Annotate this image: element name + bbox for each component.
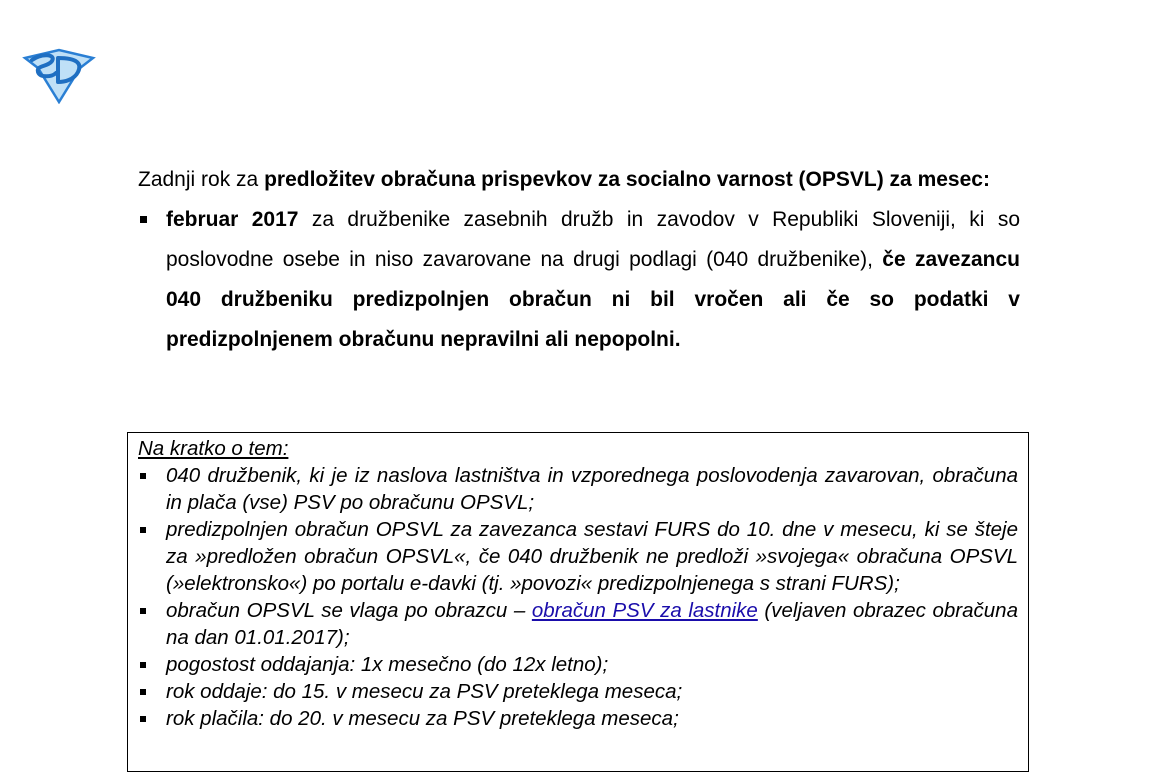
bullet-square-icon <box>140 689 146 695</box>
list-item: februar 2017 za družbenike zasebnih družb in zavodov v Republiki Sloveniji, ki so poslovodne osebe in niso zavarovane na drugi podlagi (040 družbenike), če zavezancu 040 družbeniku predizpolnjen obračun ni bil vročen ali če so podatki v predizpolnjenem obračunu nepravilni ali nepopolni. <box>138 200 1020 360</box>
bullet-square-icon <box>140 608 146 614</box>
intro-section <box>138 160 1020 360</box>
list-item: rok oddaje: do 15. v mesecu za PSV preteklega meseca; <box>138 678 1018 705</box>
list-item: predizpolnjen obračun OPSVL za zavezanca sestavi FURS do 10. dne v mesecu, ki se šteje za »predložen obračun OPSVL«, če 040 družbenik ne predloži »svojega« obračuna OPSVL (»elektronsko«) po portalu e-davki (tj. »povozi« predizpolnjenega s strani FURS); <box>138 516 1018 597</box>
bullet-square-icon <box>140 662 146 668</box>
intro-paragraph: Zadnji rok za predložitev obračuna prispevkov za socialno varnost (OPSVL) za mesec: <box>138 168 990 191</box>
summary-box <box>127 432 1029 772</box>
bullet-square-icon <box>140 216 147 223</box>
list-item: 040 družbenik, ki je iz naslova lastništva in vzporednega poslovodenja zavarovan, obračuna in plača (vse) PSV po obračunu OPSVL; <box>138 462 1018 516</box>
box-title: Na kratko o tem: <box>138 437 289 460</box>
sd-logo-icon <box>22 48 96 104</box>
list-item: obračun OPSVL se vlaga po obrazcu – obračun PSV za lastnike (veljaven obrazec obračuna na dan 01.01.2017); <box>138 597 1018 651</box>
list-item: pogostost oddajanja: 1x mesečno (do 12x letno); <box>138 651 1018 678</box>
summary-list <box>138 462 1018 732</box>
obracun-psv-link[interactable]: obračun PSV za lastnike <box>531 599 758 622</box>
list-item: rok plačila: do 20. v mesecu za PSV preteklega meseca; <box>138 705 1018 732</box>
bullet-square-icon <box>140 473 146 479</box>
intro-bullet-list <box>138 200 1020 360</box>
bullet-square-icon <box>140 716 146 722</box>
bullet-square-icon <box>140 527 146 533</box>
